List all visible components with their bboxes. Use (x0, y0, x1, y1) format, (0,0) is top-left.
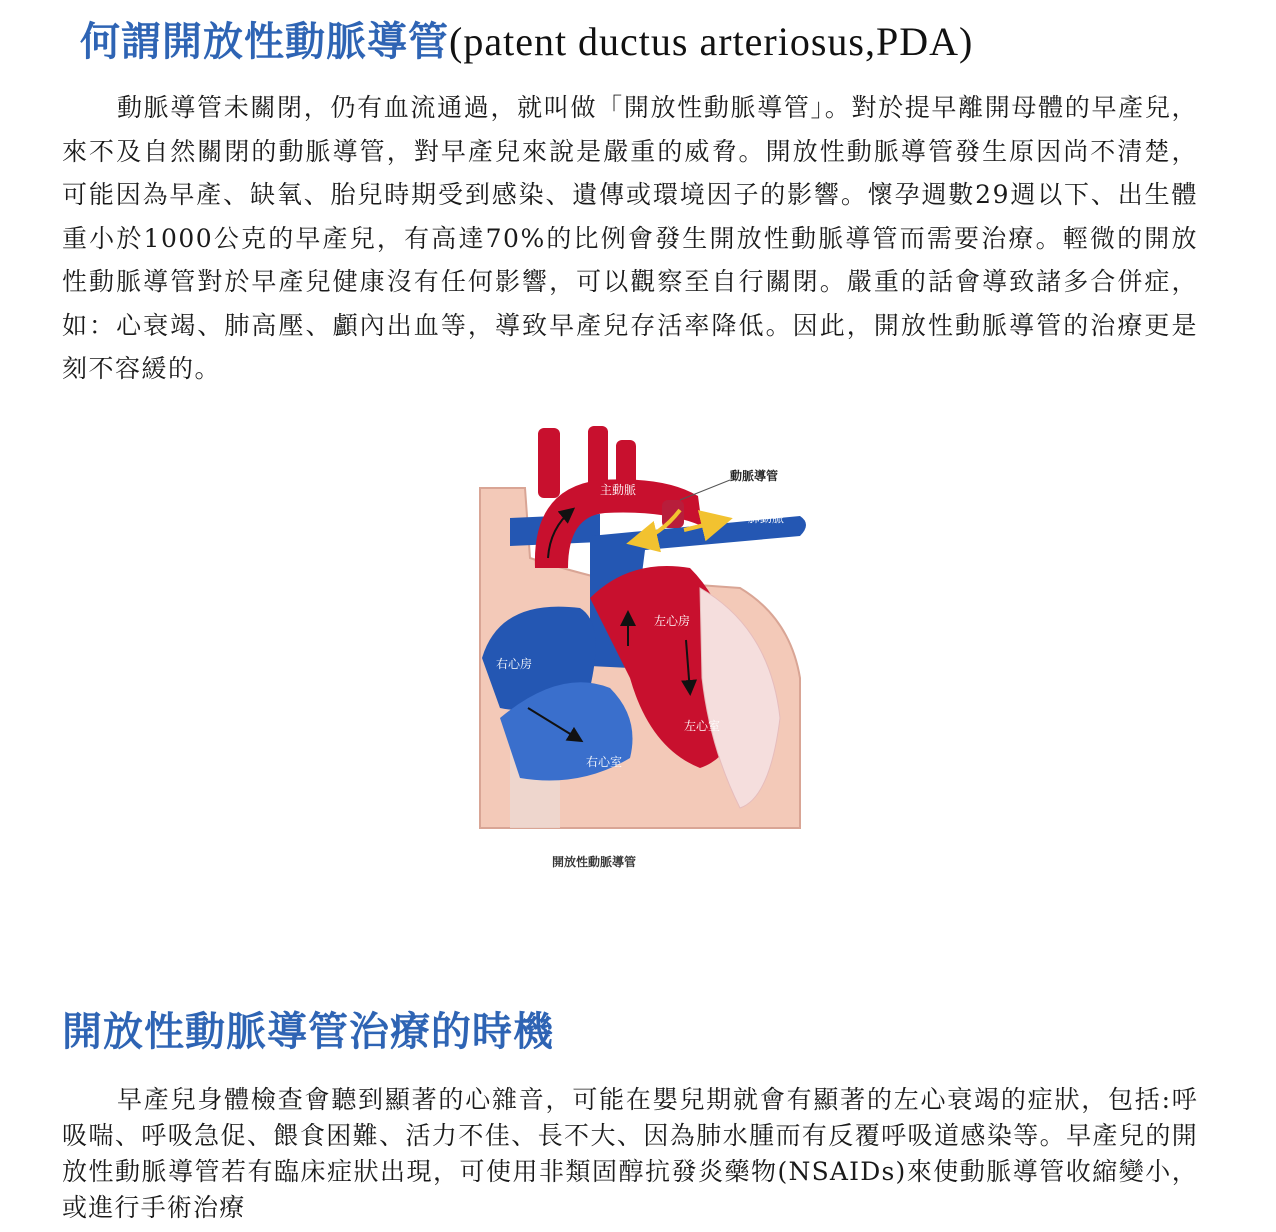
treatment-timing-paragraph: 早產兒身體檢查會聽到顯著的心雜音，可能在嬰兒期就會有顯著的左心衰竭的症狀，包括:呼吸喘、呼吸急促、餵食困難、活力不佳、長不大、因為肺水腫而有反覆呼吸道感染等。早產兒的開放性動脈導管若有臨床症狀出現，可使用非類固醇抗發炎藥物(NSAIDs)來使動脈導管收縮變小，或進行手術治療 (62, 1085, 1198, 1222)
section-title-treatment-timing: 開放性動脈導管治療的時機 (62, 1008, 554, 1055)
title-chinese: 何謂開放性動脈導管 (80, 18, 449, 65)
label-right-atrium: 右心房 (496, 657, 533, 671)
label-aorta: 主動脈 (600, 483, 637, 497)
label-ductus: 動脈導管 (730, 469, 779, 483)
pda-description-paragraph: 動脈導管未關閉，仍有血流通過，就叫做「開放性動脈導管」。對於提早離開母體的早產兒，來不及自然關閉的動脈導管，對早產兒來說是嚴重的威脅。開放性動脈導管發生原因尚不清楚，可能因為早產、缺氧、胎兒時期受到感染、遺傳或環境因子的影響。懷孕週數29週以下、出生體重小於1000公克的早產兒，有高達70%的比例會發生開放性動脈導管而需要治療。輕微的開放性動脈導管對於早產兒健康沒有任何影響，可以觀察至自行關閉。嚴重的話會導致諸多合併症，如：心衰竭、肺高壓、顱內出血等，導致早產兒存活率降低。因此，開放性動脈導管的治療更是刻不容緩的。 (62, 93, 1198, 383)
label-right-ventricle: 右心室 (586, 755, 623, 769)
aorta-branch-1 (538, 428, 560, 498)
title-english: (patent ductus arteriosus,PDA) (449, 19, 974, 64)
pda-heart-diagram (440, 418, 840, 888)
ductus-leader-line (680, 480, 730, 500)
section-title-pda (80, 14, 973, 70)
label-left-atrium: 左心房 (654, 614, 691, 628)
heart-illustration (440, 418, 840, 888)
label-pulmonary-artery: 肺動脈 (748, 511, 785, 525)
label-left-ventricle: 左心室 (684, 719, 721, 733)
figure-caption: 開放性動脈導管 (552, 855, 637, 869)
